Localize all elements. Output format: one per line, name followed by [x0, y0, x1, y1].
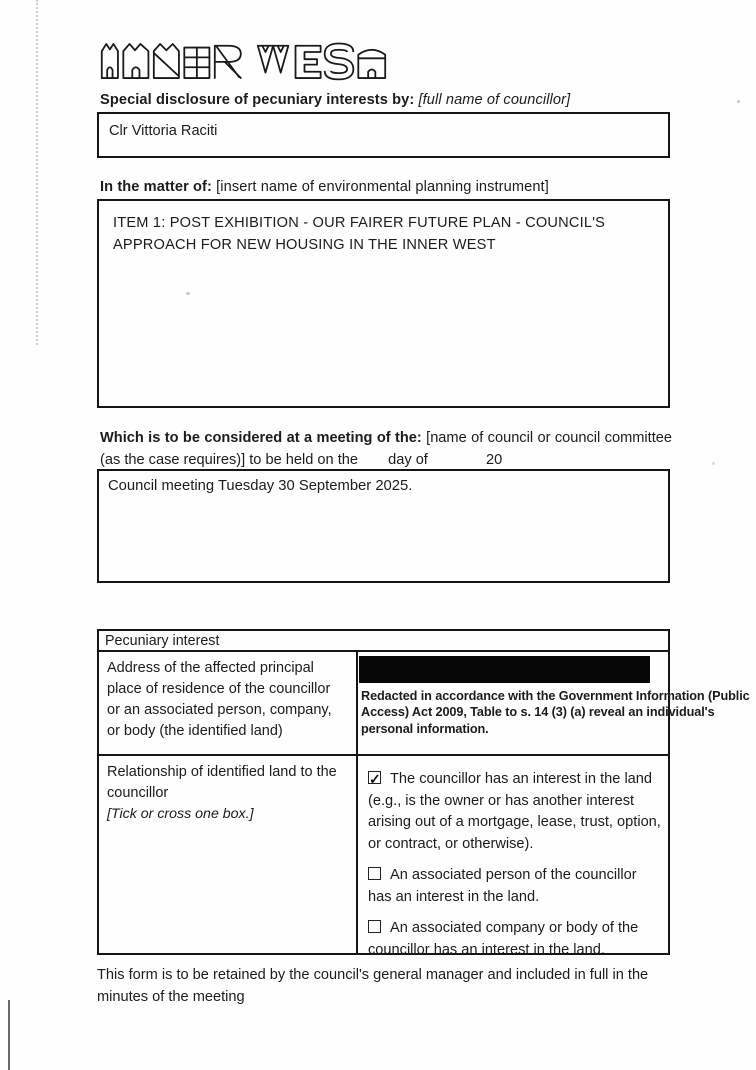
scan-artifact-dotted-line [36, 0, 38, 345]
matter-field[interactable] [97, 199, 670, 408]
address-row-value-cell [358, 652, 750, 754]
scan-artifact-edge-line [8, 1000, 10, 1070]
option-text: An associated company or body of the councillor has an interest in the land. [368, 920, 639, 958]
matter-label-text: In the matter of: [100, 179, 212, 195]
councillor-name-value: Clr Vittoria Raciti [109, 123, 218, 139]
option-text: An associated person of the councillor has an interest in the land. [368, 867, 637, 905]
year-label: 20 [486, 451, 503, 468]
meeting-label-bold: Which is to be considered at a meeting of the: [100, 430, 422, 446]
redaction-note: Redacted in accordance with the Government Information (Public Access) Act 2009, Table to s. 14 (3) (a) reveal an individual's personal information. [361, 689, 750, 736]
disclosure-label-text: Special disclosure of pecuniary interests by: [100, 92, 415, 108]
disclosure-label-hint: [full name of councillor] [418, 92, 571, 108]
pecuniary-interest-table [97, 629, 750, 958]
relationship-label-text: Relationship of identified land to the councillor [107, 764, 337, 801]
redaction-bar [359, 656, 650, 683]
option-associated-company [368, 918, 662, 961]
matter-label [100, 179, 549, 195]
meeting-label [100, 428, 672, 471]
scan-speck [737, 100, 740, 103]
meeting-label-rest: [name of council or council committee (as the case requires)] to be held on the [100, 430, 672, 468]
retention-note: This form is to be retained by the council's general manager and included in full in the minutes of the meeting [97, 967, 649, 1005]
meeting-field[interactable] [97, 469, 670, 583]
checkbox-empty-icon[interactable] [368, 920, 381, 933]
councillor-name-field[interactable] [97, 112, 670, 158]
option-councillor-interest [368, 769, 662, 855]
address-row [99, 652, 750, 756]
relationship-row-label [99, 756, 358, 953]
day-of-label: day of [388, 451, 428, 468]
meeting-value: Council meeting Tuesday 30 September 2025. [108, 478, 413, 494]
scan-speck [712, 462, 715, 465]
inner-west-logo [100, 40, 387, 87]
relationship-row [99, 756, 668, 958]
matter-label-hint: [insert name of environmental planning instrument] [216, 179, 549, 195]
address-row-label: Address of the affected principal place of residence of the councillor or an associated person, company, or body (the identified land) [99, 652, 358, 754]
option-associated-person [368, 865, 662, 908]
disclosure-label [100, 92, 570, 108]
relationship-label-hint: [Tick or cross one box.] [107, 806, 254, 822]
relationship-options-cell [358, 756, 668, 958]
option-text: The councillor has an interest in the land (e.g., is the owner or has another interest arising out of a mortgage, lease, trust, option, or contract, or otherwise). [368, 771, 661, 852]
table-title: Pecuniary interest [99, 631, 668, 652]
checkbox-checked-icon[interactable] [368, 771, 381, 784]
checkbox-empty-icon[interactable] [368, 867, 381, 880]
matter-value: ITEM 1: POST EXHIBITION - OUR FAIRER FUTURE PLAN - COUNCIL'S APPROACH FOR NEW HOUSING IN THE INNER WEST [113, 215, 606, 253]
